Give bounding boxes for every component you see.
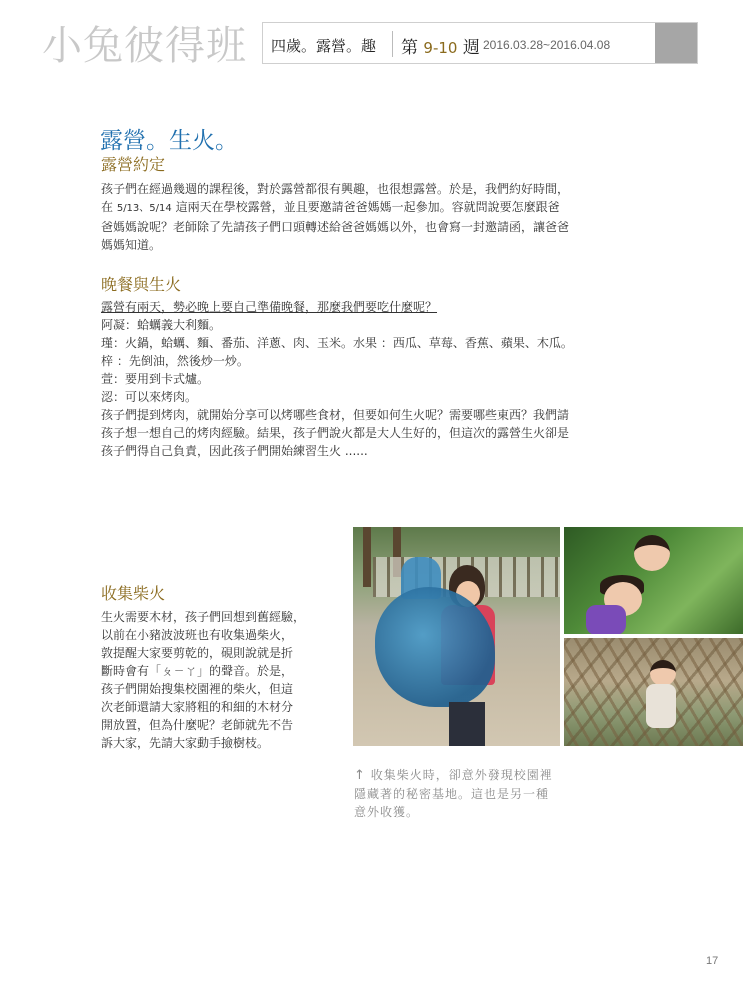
photo-caption <box>354 766 584 821</box>
header-theme: 四歲。露營。趣 <box>271 37 377 55</box>
paragraph-line: 以前在小豬波波班也有收集過柴火， <box>101 628 294 642</box>
paragraph-line: 瑾：火鍋，蛤蠣、麵、番茄、洋蔥、肉、玉米。水果 ：西瓜、草莓、香蕉、蘋果、木瓜。 <box>101 336 573 350</box>
paragraph-line: 萱：要用到卡式爐。 <box>101 372 210 386</box>
photo-girl-collecting-firewood <box>353 527 560 746</box>
paragraph-line: 在 5/13、5/14 這兩天在學校露營，並且要邀請爸爸媽媽一起參加。容就問說要怎麼跟爸 <box>101 200 560 214</box>
section-paragraph-camping-agreement <box>101 180 601 254</box>
paragraph-line: 斷時會有「ㄆㄧㄚ」的聲音。於是， <box>101 664 294 678</box>
up-arrow-icon: ↑ <box>354 768 366 783</box>
paragraph-line: 次老師還請大家將粗的和細的木材分 <box>101 700 294 714</box>
article-title: 露營。生火。 <box>100 128 238 154</box>
paragraph-line: 媽媽知道。 <box>101 238 162 252</box>
caption-line: 隱藏著的秘密基地。這也是另一種 <box>354 787 550 801</box>
section-heading-collect-firewood: 收集柴火 <box>101 584 166 603</box>
section-heading-dinner-fire: 晚餐與生火 <box>101 275 182 294</box>
week-range: 9-10 <box>423 39 458 57</box>
paragraph-line: 涊：可以來烤肉。 <box>101 390 198 404</box>
discussion-question: 露營有兩天，勢必晚上要自己準備晚餐，那麼我們要吃什麼呢？ <box>101 300 438 314</box>
brand-title: 小兔彼得班 <box>42 23 247 69</box>
header-banner <box>262 22 698 64</box>
paragraph-line: 敦提醒大家要剪乾的，硯則說就是折 <box>101 646 294 660</box>
header-divider <box>392 31 393 57</box>
photo-child-shirt <box>586 605 626 634</box>
header-date-range: 2016.03.28~2016.04.08 <box>483 38 611 52</box>
header-gray-block <box>655 23 697 63</box>
paragraph-line: 生火需要木材，孩子們回想到舊經驗， <box>101 610 306 624</box>
paragraph-line: 訴大家，先請大家動手撿樹枝。 <box>101 736 270 750</box>
week-suffix: 週 <box>462 38 480 58</box>
photo-child-secret-base <box>564 638 743 746</box>
paragraph-line: 孩子想一想自己的烤肉經驗。結果，孩子們說火都是大人生好的，但這次的露營生火卻是 <box>101 426 570 440</box>
photo-tree-trunk <box>363 527 371 587</box>
section-heading-camping-agreement: 露營約定 <box>101 155 166 174</box>
paragraph-line: 爸媽媽說呢？老師除了先請孩子們口頭轉述給爸爸媽媽以外，也會寫一封邀請函，讓爸爸 <box>101 220 570 234</box>
photo-girl-legs <box>449 702 485 746</box>
caption-line: 意外收獲。 <box>354 805 420 819</box>
photo-child-body <box>646 684 676 728</box>
paragraph-line: 梓 ：先倒油，然後炒一炒。 <box>101 354 249 368</box>
header-week <box>401 33 480 58</box>
page-number: 17 <box>706 955 719 967</box>
paragraph-line: 孩子們提到烤肉，就開始分享可以烤哪些食材，但要如何生火呢？需要哪些東西？我們請 <box>101 408 570 422</box>
paragraph-line: 孩子們得自己負責，因此孩子們開始練習生火 ...... <box>101 444 368 458</box>
photo-child-head <box>634 535 670 571</box>
week-prefix: 第 <box>401 38 418 58</box>
camp-dates: 5/13、5/14 <box>116 203 172 214</box>
section-paragraph-collect-firewood <box>101 608 341 752</box>
paragraph-line: 阿凝：蛤蠣義大利麵。 <box>101 318 222 332</box>
paragraph-line: 孩子們開始搜集校園裡的柴火，但這 <box>101 682 294 696</box>
section-paragraph-dinner-fire <box>101 298 601 460</box>
paragraph-line: 孩子們在經過幾週的課程後，對於露營都很有興趣，也很想露營。於是，我們約好時間， <box>101 182 570 196</box>
photo-child-head <box>650 660 676 686</box>
paragraph-line: 開放置，但為什麼呢？老師就先不告 <box>101 718 294 732</box>
caption-line: ↑ 收集柴火時，卻意外發現校園裡 <box>354 768 553 783</box>
photo-children-in-bushes <box>564 527 743 634</box>
